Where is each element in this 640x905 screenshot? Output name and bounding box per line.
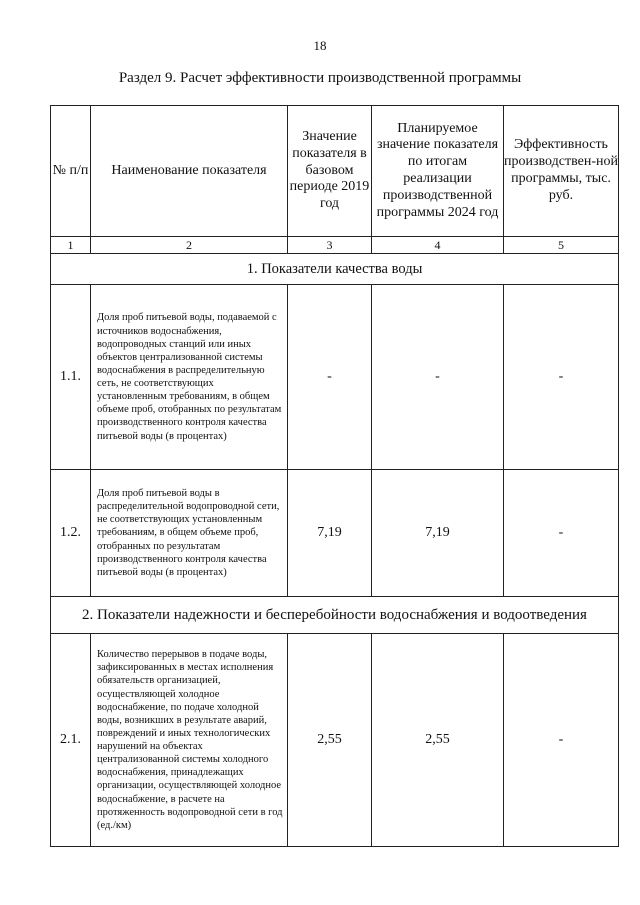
plan-value: 7,19: [372, 470, 504, 597]
table-row: [51, 285, 619, 470]
base-value: 7,19: [288, 470, 372, 597]
header-cell: Планируемое значение показателя по итогам реализации производственной программы 2024 год: [372, 106, 504, 237]
base-value: 2,55: [288, 634, 372, 847]
table-row: [51, 470, 619, 597]
page-number: 18: [313, 38, 327, 53]
plan-value: -: [372, 285, 504, 470]
column-number-row: [51, 237, 619, 254]
header-cell: Значение показателя в базовом периоде 2019 год: [288, 106, 372, 237]
base-value: -: [288, 285, 372, 470]
efficiency-value: -: [504, 470, 619, 597]
column-number: 3: [288, 237, 372, 254]
table-header-row: [51, 106, 619, 237]
efficiency-value: -: [504, 634, 619, 847]
section-row: [51, 597, 619, 634]
indicator-name: Доля проб питьевой воды, подаваемой с источников водоснабжения, водопроводных станций или иных объектов централизованной системы водоснабжения в распределительную сеть, не соответствующих установленным требованиям, в общем объеме проб, отобранных по результатам производственного контроля качества питьевой воды (в процентах): [91, 285, 288, 470]
section-row: [51, 254, 619, 285]
plan-value: 2,55: [372, 634, 504, 847]
section-heading: 1. Показатели качества воды: [51, 254, 619, 285]
row-number: 1.2.: [51, 470, 91, 597]
efficiency-value: -: [504, 285, 619, 470]
column-number: 2: [91, 237, 288, 254]
header-cell: Наименование показателя: [91, 106, 288, 237]
efficiency-table: [50, 105, 619, 847]
section-heading: 2. Показатели надежности и бесперебойности водоснабжения и водоотведения: [51, 597, 619, 634]
header-cell: № п/п: [51, 106, 91, 237]
section-title: Раздел 9. Расчет эффективности производственной программы: [118, 70, 522, 86]
row-number: 1.1.: [51, 285, 91, 470]
column-number: 4: [372, 237, 504, 254]
column-number: 1: [51, 237, 91, 254]
row-number: 2.1.: [51, 634, 91, 847]
header-cell: Эффективность производствен-ной программы, тыс. руб.: [504, 106, 619, 237]
column-number: 5: [504, 237, 619, 254]
table-row: [51, 634, 619, 847]
indicator-name: Доля проб питьевой воды в распределительной водопроводной сети, не соответствующих установленным требованиям, в общем объеме проб, отобранных по результатам производственного контроля качества питьевой воды (в процентах): [91, 470, 288, 597]
indicator-name: Количество перерывов в подаче воды, зафиксированных в местах исполнения обязательств организацией, осуществляющей холодное водоснабжение, по подаче холодной воды, возникших в результате аварий, повреждений и иных технологических нарушений на объектах централизованной системы холодного водоснабжения, принадлежащих организации, осуществляющей холодное водоснабжение, в расчете на протяженность водопроводной сети в год (ед./км): [91, 634, 288, 847]
